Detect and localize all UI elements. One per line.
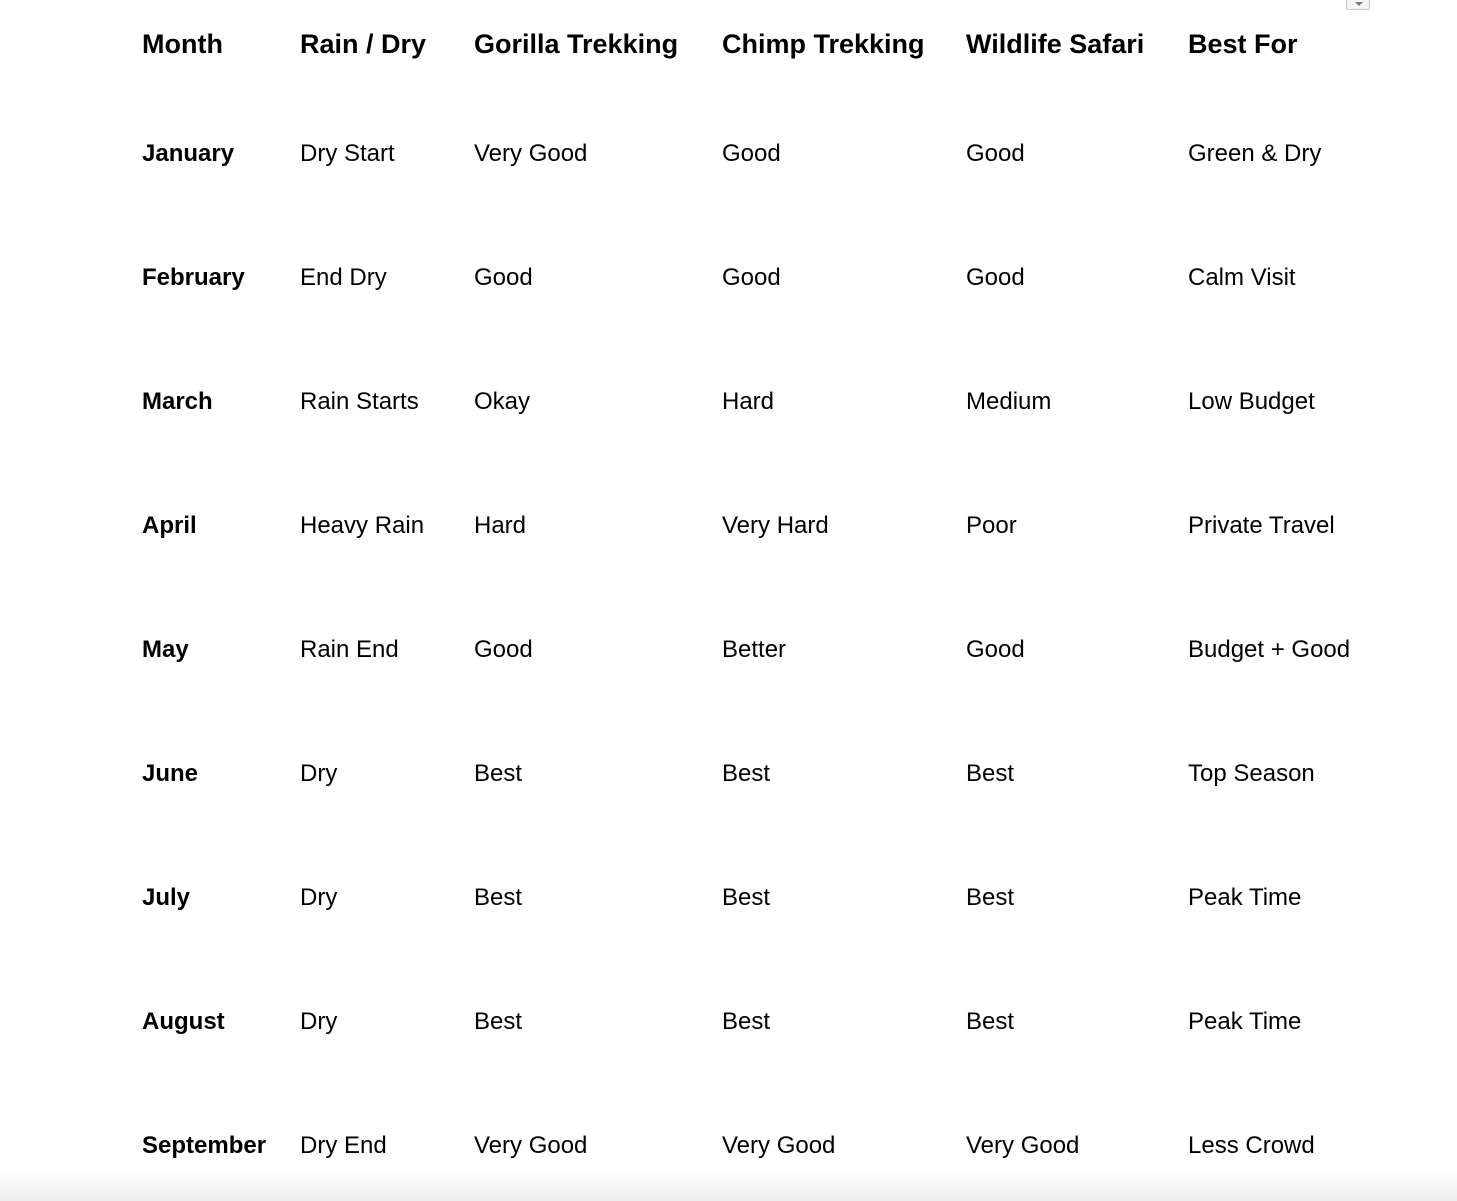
table-header-row [142,0,1402,86]
cell-gorilla: Good [474,636,533,663]
table-row [142,239,1402,363]
cell-chimp: Good [722,140,781,167]
table-row [142,487,1402,611]
cell-safari: Good [966,636,1025,663]
cell-safari: Good [966,140,1025,167]
cell-chimp: Best [722,884,771,911]
cell-month: July [142,884,191,911]
header-spacer [142,86,1402,115]
cell-gorilla: Hard [474,512,527,539]
bottom-edge-shadow [0,1169,1457,1201]
cell-chimp: Good [722,264,781,291]
cell-gorilla: Okay [474,388,531,415]
cell-chimp: Very Good [722,1132,836,1159]
cell-month: May [142,636,189,663]
table-row [142,115,1402,239]
cell-safari: Very Good [966,1132,1080,1159]
cell-safari: Medium [966,388,1052,415]
cell-safari: Good [966,264,1025,291]
cell-gorilla: Best [474,1008,523,1035]
cell-best-for: Peak Time [1188,1008,1302,1035]
header-chimp-trekking: Chimp Trekking [722,29,925,59]
cell-gorilla: Very Good [474,140,588,167]
cell-rain-dry: Rain Starts [300,388,419,415]
cell-gorilla: Best [474,760,523,787]
cell-chimp: Very Hard [722,512,829,539]
cell-safari: Best [966,1008,1015,1035]
cell-month: April [142,512,197,539]
cell-month: September [142,1132,267,1159]
cell-chimp: Better [722,636,787,663]
header-wildlife-safari: Wildlife Safari [966,29,1145,59]
cell-best-for: Low Budget [1188,388,1315,415]
header-month: Month [142,29,223,59]
cell-month: January [142,140,235,167]
cell-chimp: Hard [722,388,775,415]
table-row [142,983,1402,1107]
cell-best-for: Peak Time [1188,884,1302,911]
cell-rain-dry: Heavy Rain [300,512,425,539]
cell-gorilla: Best [474,884,523,911]
cell-month: February [142,264,245,291]
cell-month: June [142,760,199,787]
cell-best-for: Top Season [1188,760,1315,787]
cell-safari: Poor [966,512,1017,539]
cell-month: March [142,388,213,415]
cell-best-for: Green & Dry [1188,140,1322,167]
cell-best-for: Budget + Good [1188,636,1351,663]
table-row [142,735,1402,859]
cell-best-for: Private Travel [1188,512,1335,539]
table-row [142,363,1402,487]
header-rain-dry: Rain / Dry [300,29,427,59]
cell-rain-dry: Dry [300,760,338,787]
cell-rain-dry: Rain End [300,636,399,663]
header-best-for: Best For [1188,29,1298,59]
cell-rain-dry: Dry [300,1008,338,1035]
cell-month: August [142,1008,225,1035]
cell-gorilla: Good [474,264,533,291]
cell-rain-dry: Dry Start [300,140,395,167]
header-gorilla-trekking: Gorilla Trekking [474,29,679,59]
seasonal-travel-table [142,0,1402,1201]
cell-rain-dry: Dry End [300,1132,387,1159]
cell-best-for: Less Crowd [1188,1132,1315,1159]
cell-best-for: Calm Visit [1188,264,1296,291]
table-row [142,859,1402,983]
cell-chimp: Best [722,1008,771,1035]
table-row [142,611,1402,735]
cell-safari: Best [966,884,1015,911]
cell-gorilla: Very Good [474,1132,588,1159]
cell-rain-dry: Dry [300,884,338,911]
cell-chimp: Best [722,760,771,787]
cell-rain-dry: End Dry [300,264,387,291]
cell-safari: Best [966,760,1015,787]
